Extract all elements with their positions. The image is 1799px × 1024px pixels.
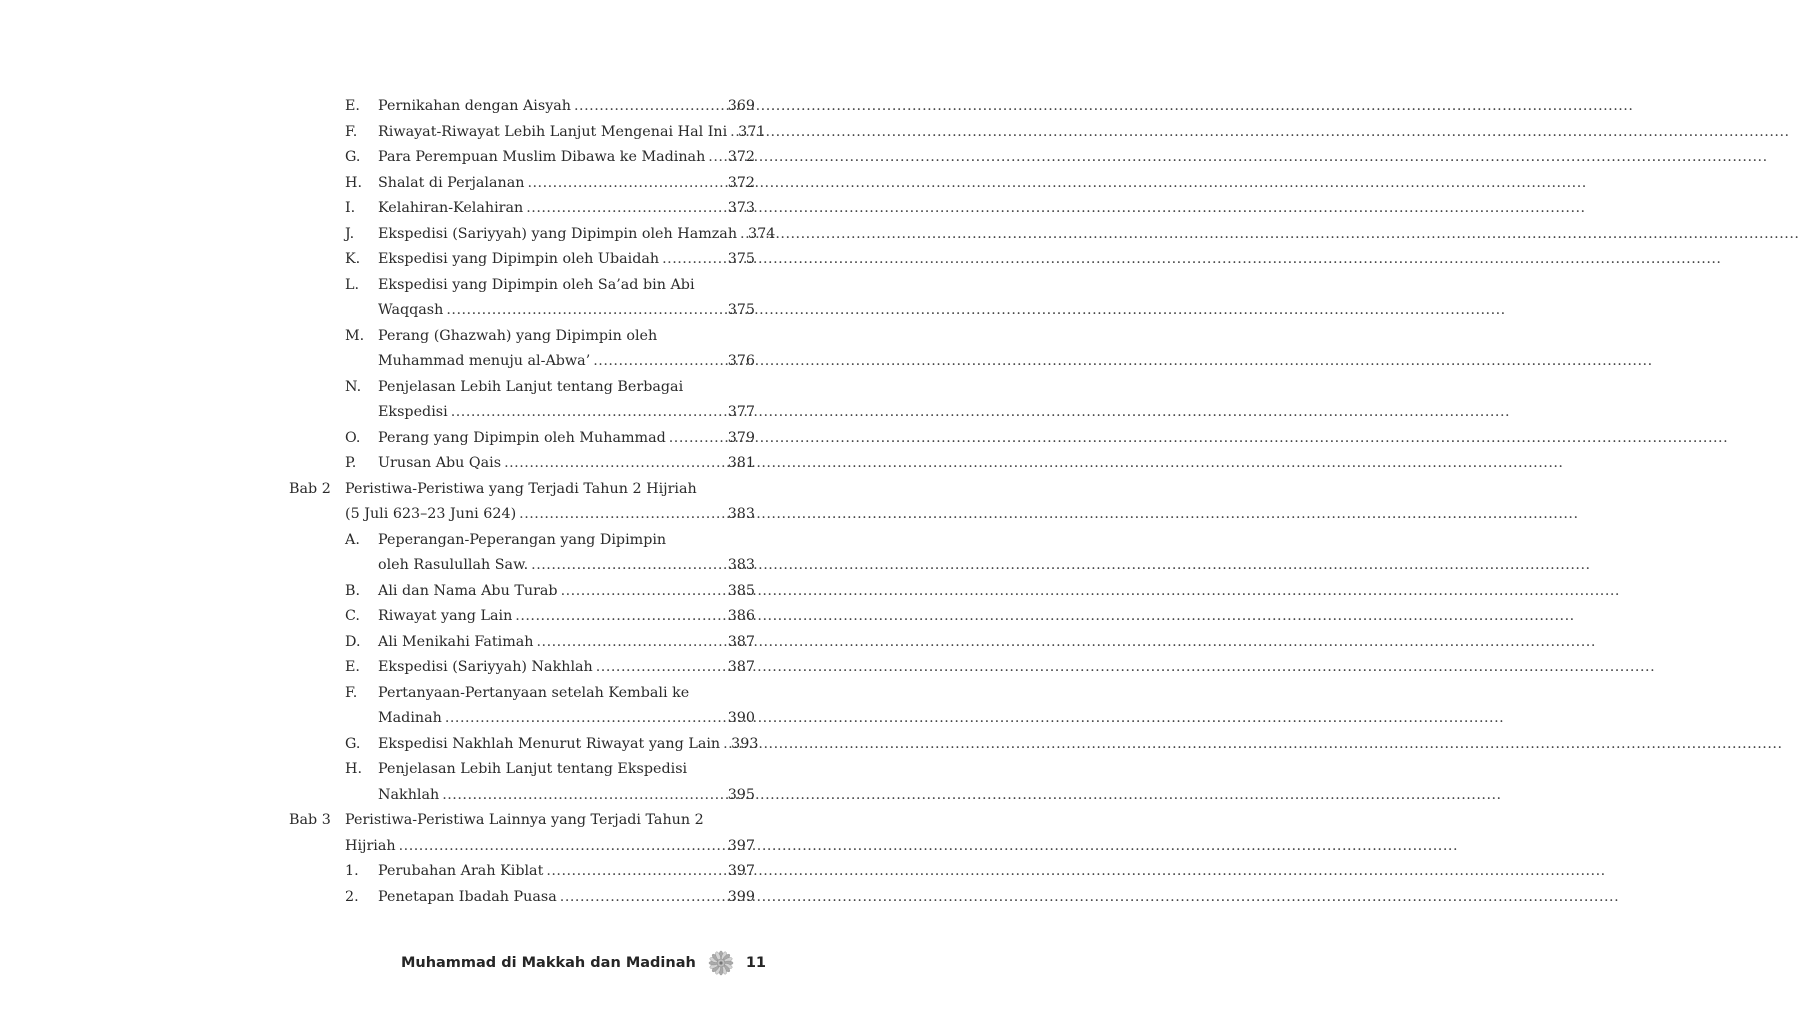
page-ref: 374 bbox=[748, 225, 776, 242]
toc-row bbox=[289, 528, 755, 554]
page-ref: 379 bbox=[727, 429, 755, 446]
entry-title: Pertanyaan-Pertanyaan setelah Kembali ke bbox=[378, 684, 690, 701]
toc-row bbox=[289, 451, 755, 477]
dot-leader bbox=[515, 604, 725, 630]
running-title: Muhammad di Makkah dan Madinah bbox=[400, 955, 696, 971]
page-number: 11 bbox=[745, 955, 766, 971]
entry-title: Madinah bbox=[378, 710, 442, 726]
entry-title: Perubahan Arah Kiblat bbox=[378, 863, 544, 879]
section-marker: I. bbox=[345, 200, 356, 216]
toc-entry bbox=[378, 171, 755, 197]
page-ref: 387 bbox=[727, 633, 755, 650]
section-marker: P. bbox=[345, 455, 357, 471]
dot-leader bbox=[526, 196, 725, 222]
section-marker: H. bbox=[345, 761, 363, 777]
toc-row bbox=[289, 808, 755, 834]
toc-row bbox=[289, 145, 755, 171]
toc-row bbox=[289, 120, 766, 146]
section-marker: G. bbox=[345, 149, 361, 165]
section-marker: J. bbox=[345, 225, 355, 242]
page-ref: 386 bbox=[727, 608, 755, 624]
section-marker: C. bbox=[345, 608, 360, 624]
dot-leader bbox=[708, 145, 725, 171]
entry-title: oleh Rasulullah Saw. bbox=[378, 557, 529, 573]
page-ref: 377 bbox=[727, 404, 755, 420]
section-marker: N. bbox=[345, 378, 362, 395]
dot-leader bbox=[596, 655, 726, 681]
toc-entry bbox=[378, 553, 755, 579]
toc-entry bbox=[378, 196, 755, 222]
dot-leader bbox=[399, 834, 726, 860]
toc-row bbox=[289, 757, 755, 783]
dot-leader bbox=[561, 579, 726, 605]
entry-title: Ekspedisi (Sariyyah) Nakhlah bbox=[378, 659, 593, 675]
section-marker: K. bbox=[345, 251, 361, 267]
page-ref: 397 bbox=[727, 863, 755, 879]
page-ref: 372 bbox=[727, 174, 755, 191]
toc-row bbox=[289, 553, 755, 579]
page-ref: 372 bbox=[727, 149, 755, 165]
dot-leader bbox=[446, 298, 725, 324]
toc-entry bbox=[378, 120, 766, 146]
toc-entry bbox=[345, 834, 755, 860]
toc-entry bbox=[378, 324, 755, 350]
toc-entry bbox=[378, 783, 755, 809]
page-ref: 383 bbox=[727, 506, 755, 522]
toc-row bbox=[289, 247, 755, 273]
dot-leader bbox=[527, 171, 725, 197]
toc-row bbox=[289, 732, 759, 758]
toc-entry bbox=[378, 655, 755, 681]
entry-title: Ekspedisi Nakhlah Menurut Riwayat yang Lain bbox=[378, 735, 721, 752]
toc-row bbox=[289, 604, 755, 630]
entry-title: Para Perempuan Muslim Dibawa ke Madinah bbox=[378, 149, 706, 165]
chapter-label: Bab 2 bbox=[289, 480, 331, 497]
section-marker: G. bbox=[345, 735, 361, 752]
entry-title: Ekspedisi bbox=[378, 404, 448, 420]
toc-row bbox=[289, 426, 755, 452]
page-ref: 387 bbox=[727, 659, 755, 675]
section-marker: M. bbox=[345, 327, 365, 344]
toc-entry bbox=[378, 885, 755, 911]
section-marker: F. bbox=[345, 684, 358, 701]
dot-leader bbox=[730, 120, 736, 146]
section-marker: H. bbox=[345, 174, 363, 191]
rosette-ornament-icon bbox=[708, 950, 734, 976]
toc-row bbox=[289, 681, 755, 707]
toc-entry bbox=[378, 528, 755, 554]
toc-row bbox=[289, 859, 755, 885]
dot-leader bbox=[723, 732, 729, 758]
toc-row bbox=[289, 375, 755, 401]
entry-title: Riwayat-Riwayat Lebih Lanjut Mengenai Hal Ini bbox=[378, 123, 728, 140]
section-marker: A. bbox=[345, 531, 360, 548]
page-ref: 390 bbox=[727, 710, 755, 726]
dot-leader bbox=[451, 400, 726, 426]
toc-entry bbox=[378, 732, 759, 758]
toc-row bbox=[289, 222, 776, 248]
section-marker: 2. bbox=[345, 888, 359, 905]
toc-entry bbox=[378, 247, 755, 273]
section-marker: B. bbox=[345, 582, 361, 599]
dot-leader bbox=[560, 885, 726, 911]
toc-entry bbox=[378, 400, 755, 426]
dot-leader bbox=[442, 783, 725, 809]
page-ref: 373 bbox=[727, 200, 755, 216]
entry-title: Kelahiran-Kelahiran bbox=[378, 200, 524, 216]
dot-leader bbox=[546, 859, 725, 885]
dot-leader bbox=[740, 222, 746, 248]
page-ref: 393 bbox=[731, 735, 759, 752]
page-ref: 385 bbox=[727, 582, 755, 599]
toc-row bbox=[289, 171, 755, 197]
page-footer bbox=[401, 950, 766, 976]
page-ref: 399 bbox=[727, 888, 755, 905]
entry-title: Pernikahan dengan Aisyah bbox=[378, 98, 572, 114]
toc-row bbox=[289, 630, 755, 656]
entry-title: Ekspedisi (Sariyyah) yang Dipimpin oleh Hamzah bbox=[378, 225, 738, 242]
entry-title: Shalat di Perjalanan bbox=[378, 174, 525, 191]
toc-entry bbox=[378, 630, 755, 656]
toc-row bbox=[289, 834, 755, 860]
toc-entry bbox=[378, 349, 755, 375]
page-ref: 375 bbox=[727, 251, 755, 267]
toc-entry bbox=[378, 757, 755, 783]
entry-title: Muhammad menuju al-Abwa’ bbox=[378, 353, 591, 369]
entry-title: Perang (Ghazwah) yang Dipimpin oleh bbox=[378, 327, 658, 344]
dot-leader bbox=[537, 630, 726, 656]
entry-title: Waqqash bbox=[378, 302, 444, 318]
page-ref: 397 bbox=[727, 837, 755, 854]
page-ref: 395 bbox=[727, 786, 755, 803]
toc-entry bbox=[378, 706, 755, 732]
page-ref: 376 bbox=[727, 353, 755, 369]
toc-entry bbox=[378, 273, 755, 299]
section-marker: D. bbox=[345, 633, 361, 650]
entry-title: Ali dan Nama Abu Turab bbox=[378, 582, 558, 599]
toc-row bbox=[289, 273, 755, 299]
toc-entry bbox=[345, 808, 755, 834]
entry-title: Penjelasan Lebih Lanjut tentang Ekspedisi bbox=[378, 761, 688, 777]
toc-entry bbox=[378, 145, 755, 171]
entry-title: Peristiwa-Peristiwa yang Terjadi Tahun 2 Hijriah bbox=[345, 480, 697, 497]
toc-row bbox=[289, 655, 755, 681]
entry-title: Riwayat yang Lain bbox=[378, 608, 513, 624]
toc-entry bbox=[378, 681, 755, 707]
toc-row bbox=[289, 579, 755, 605]
dot-leader bbox=[574, 94, 726, 120]
toc-row bbox=[289, 885, 755, 911]
entry-title: Peperangan-Peperangan yang Dipimpin bbox=[378, 531, 667, 548]
dot-leader bbox=[662, 247, 726, 273]
toc-row bbox=[289, 94, 755, 120]
entry-title: (5 Juli 623–23 Juni 624) bbox=[345, 506, 517, 522]
dot-leader bbox=[593, 349, 725, 375]
toc-row bbox=[289, 324, 755, 350]
section-marker: 1. bbox=[345, 863, 359, 879]
dot-leader bbox=[531, 553, 726, 579]
toc-entry bbox=[378, 426, 755, 452]
toc-row bbox=[289, 706, 755, 732]
page-ref: 381 bbox=[727, 455, 755, 471]
entry-title: Ali Menikahi Fatimah bbox=[378, 633, 534, 650]
toc-row bbox=[289, 349, 755, 375]
table-of-contents bbox=[289, 94, 776, 910]
page-ref: 383 bbox=[727, 557, 755, 573]
entry-title: Penjelasan Lebih Lanjut tentang Berbagai bbox=[378, 378, 684, 395]
dot-leader bbox=[504, 451, 726, 477]
toc-entry bbox=[378, 298, 755, 324]
section-marker: O. bbox=[345, 429, 361, 446]
toc-entry bbox=[378, 859, 755, 885]
dot-leader bbox=[669, 426, 726, 452]
toc-entry bbox=[378, 375, 755, 401]
entry-title: Ekspedisi yang Dipimpin oleh Sa’ad bin Abi bbox=[378, 276, 695, 293]
entry-title: Ekspedisi yang Dipimpin oleh Ubaidah bbox=[378, 251, 660, 267]
entry-title: Penetapan Ibadah Puasa bbox=[378, 888, 557, 905]
entry-title: Nakhlah bbox=[378, 786, 440, 803]
toc-row bbox=[289, 400, 755, 426]
toc-row bbox=[289, 196, 755, 222]
chapter-label: Bab 3 bbox=[289, 812, 331, 828]
entry-title: Hijriah bbox=[345, 837, 396, 854]
entry-title: Perang yang Dipimpin oleh Muhammad bbox=[378, 429, 666, 446]
entry-title: Urusan Abu Qais bbox=[378, 455, 502, 471]
page-ref: 375 bbox=[727, 302, 755, 318]
toc-row bbox=[289, 477, 755, 503]
toc-row bbox=[289, 298, 755, 324]
toc-entry bbox=[378, 94, 755, 120]
toc-entry bbox=[378, 579, 755, 605]
section-marker: E. bbox=[345, 659, 360, 675]
toc-row bbox=[289, 783, 755, 809]
entry-title: Peristiwa-Peristiwa Lainnya yang Terjadi Tahun 2 bbox=[345, 812, 704, 828]
section-marker: F. bbox=[345, 123, 358, 140]
toc-entry bbox=[378, 451, 755, 477]
toc-entry bbox=[345, 477, 755, 503]
dot-leader bbox=[445, 706, 726, 732]
dot-leader bbox=[519, 502, 726, 528]
toc-entry bbox=[378, 222, 776, 248]
section-marker: L. bbox=[345, 276, 360, 293]
toc-entry bbox=[378, 604, 755, 630]
section-marker: E. bbox=[345, 98, 360, 114]
page-ref: 369 bbox=[727, 98, 755, 114]
toc-entry bbox=[345, 502, 755, 528]
toc-row bbox=[289, 502, 755, 528]
page-ref: 371 bbox=[738, 123, 766, 140]
